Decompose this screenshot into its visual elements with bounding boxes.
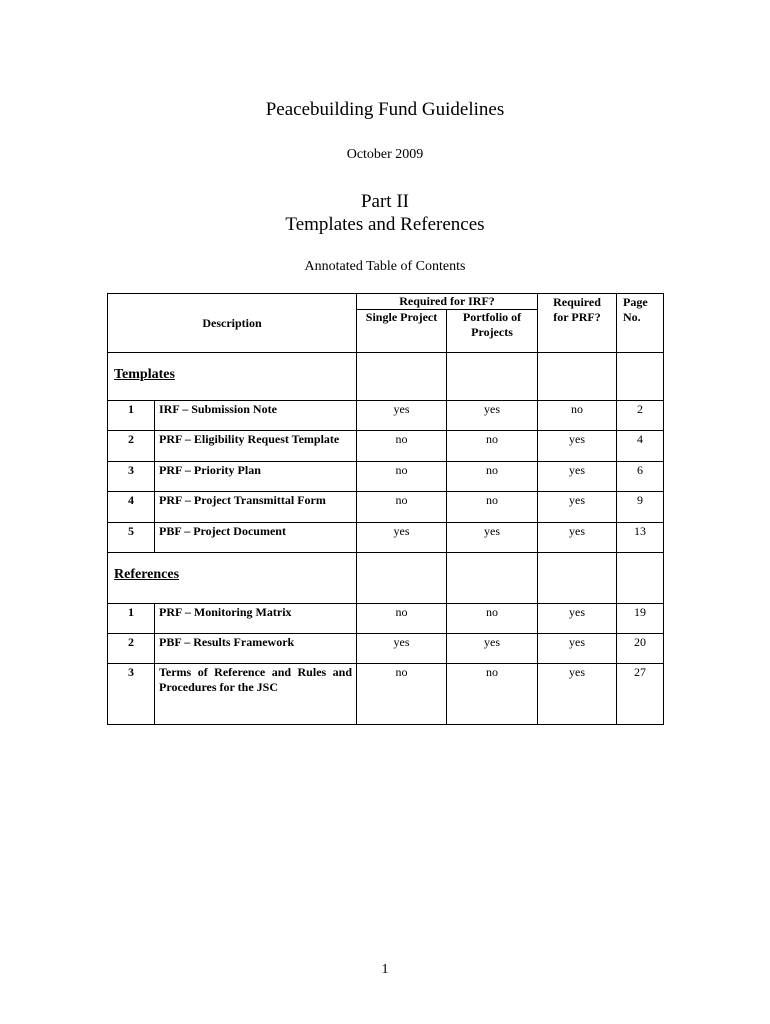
row-number: 3 (108, 664, 155, 725)
required-prf-value: no (538, 401, 617, 431)
page-number-value: 19 (617, 604, 664, 634)
row-description: PBF – Results Framework (155, 634, 357, 664)
single-project-value: no (357, 604, 447, 634)
part-title: Templates and References (285, 214, 485, 235)
portfolio-value: no (447, 604, 538, 634)
required-prf-value: yes (538, 604, 617, 634)
required-prf-value: yes (538, 523, 617, 553)
row-number: 2 (108, 634, 155, 664)
table-row (108, 492, 664, 523)
page-number-value: 2 (617, 401, 664, 431)
page-number-value: 27 (617, 664, 664, 725)
portfolio-value: no (447, 492, 538, 523)
required-prf-value: yes (538, 634, 617, 664)
single-project-value: no (357, 431, 447, 462)
table-row (108, 664, 664, 725)
header-page-no-text: Page No. (623, 295, 648, 324)
row-description: PRF – Eligibility Request Template (155, 431, 357, 462)
header-single-project: Single Project (357, 310, 447, 353)
row-number: 1 (108, 604, 155, 634)
header-portfolio (447, 310, 538, 353)
single-project-value: yes (357, 523, 447, 553)
document-date: October 2009 (346, 147, 424, 162)
empty-cell (357, 553, 447, 604)
single-project-value: no (357, 462, 447, 492)
row-description: Terms of Reference and Rules and Procedures for the JSC (155, 664, 357, 725)
empty-cell (538, 553, 617, 604)
empty-cell (357, 353, 447, 401)
header-required-prf-text: Required for PRF? (553, 295, 601, 324)
single-project-value: no (357, 664, 447, 725)
part-heading (0, 190, 770, 236)
page-number-value: 20 (617, 634, 664, 664)
row-description: PRF – Project Transmittal Form (155, 492, 357, 523)
single-project-value: yes (357, 634, 447, 664)
row-number: 4 (108, 492, 155, 523)
row-number: 3 (108, 462, 155, 492)
empty-cell (447, 553, 538, 604)
table-row (108, 523, 664, 553)
portfolio-value: yes (447, 523, 538, 553)
header-page-no (617, 294, 664, 353)
portfolio-value: no (447, 462, 538, 492)
page-number: 1 (381, 962, 389, 977)
required-prf-value: yes (538, 431, 617, 462)
table-of-contents (107, 293, 664, 725)
header-portfolio-text: Portfolio of Projects (462, 310, 522, 339)
portfolio-value: no (447, 664, 538, 725)
document-title: Peacebuilding Fund Guidelines (265, 99, 505, 120)
part-label: Part II (360, 191, 409, 212)
row-number: 5 (108, 523, 155, 553)
table-row (108, 462, 664, 492)
required-prf-value: yes (538, 462, 617, 492)
empty-cell (447, 353, 538, 401)
page-number-value: 13 (617, 523, 664, 553)
row-description: PRF – Monitoring Matrix (155, 604, 357, 634)
section-label: References (108, 553, 357, 604)
empty-cell (617, 353, 664, 401)
toc-caption: Annotated Table of Contents (304, 259, 466, 274)
single-project-value: no (357, 492, 447, 523)
portfolio-value: no (447, 431, 538, 462)
row-description: IRF – Submission Note (155, 401, 357, 431)
row-description: PRF – Priority Plan (155, 462, 357, 492)
table-row (108, 634, 664, 664)
table-row (108, 431, 664, 462)
required-prf-value: yes (538, 664, 617, 725)
page-number-value: 6 (617, 462, 664, 492)
row-description: PBF – Project Document (155, 523, 357, 553)
section-label: Templates (108, 353, 357, 401)
section-row (108, 353, 664, 401)
empty-cell (617, 553, 664, 604)
page-number-value: 9 (617, 492, 664, 523)
empty-cell (538, 353, 617, 401)
row-number: 1 (108, 401, 155, 431)
section-row (108, 553, 664, 604)
portfolio-value: yes (447, 634, 538, 664)
table-row (108, 401, 664, 431)
single-project-value: yes (357, 401, 447, 431)
header-required-irf: Required for IRF? (357, 294, 538, 310)
page-number-value: 4 (617, 431, 664, 462)
required-prf-value: yes (538, 492, 617, 523)
row-number: 2 (108, 431, 155, 462)
portfolio-value: yes (447, 401, 538, 431)
table-row (108, 604, 664, 634)
header-required-prf (538, 294, 617, 353)
header-description: Description (108, 294, 357, 353)
